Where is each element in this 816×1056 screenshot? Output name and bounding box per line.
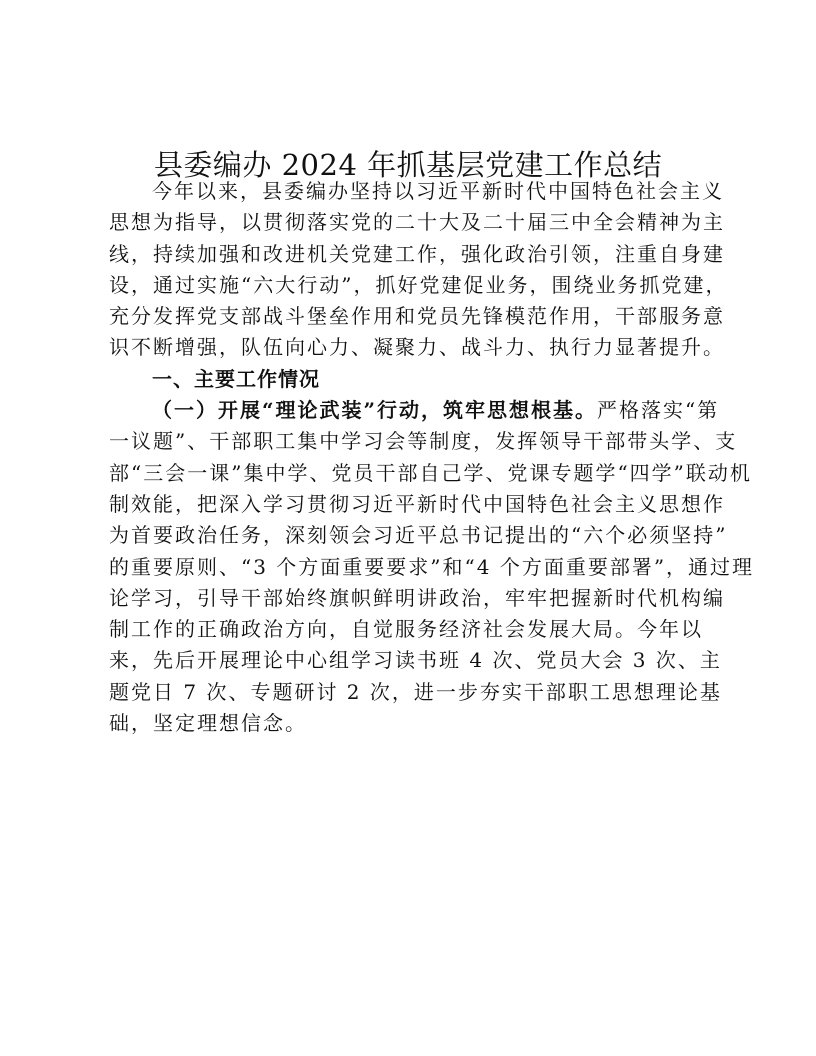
subsection-line: 制效能，把深入学习贯彻习近平新时代中国特色社会主义思想作 (109, 491, 725, 516)
section-heading: 一、主要工作情况 (152, 366, 320, 391)
intro-line: 线，持续加强和改进机关党建工作，强化政治引领，注重自身建 (109, 241, 725, 266)
subsection-first-line (109, 395, 720, 426)
document-body (109, 176, 755, 739)
subsection-line: 制工作的正确政治方向，自觉服务经济社会发展大局。今年以 (109, 617, 703, 642)
subsection-line: 题党日 7 次、专题研讨 2 次，进一步夯实干部职工思想理论基 (109, 679, 722, 704)
intro-line: 今年以来，县委编办坚持以习近平新时代中国特色社会主义 (152, 179, 724, 203)
document-title: 县委编办 2024 年抓基层党建工作总结 (153, 148, 663, 182)
subsection-line: 部“三会一课”集中学、党员干部自己学、党课专题学“四学”联动机 (109, 460, 752, 485)
subsection-line: 础，坚定理想信念。 (109, 711, 307, 736)
intro-line: 思想为指导，以贯彻落实党的二十大及二十届三中全会精神为主 (109, 210, 725, 235)
intro-line: 识不断增强，队伍向心力、凝聚力、战斗力、执行力显著提升。 (109, 335, 725, 360)
subsection-line: 的重要原则、“3 个方面重要要求”和“4 个方面重要部署”，通过理 (109, 554, 755, 579)
subsection-line: 为首要政治任务，深刻领会习近平总书记提出的“六个必须坚持” (109, 523, 728, 548)
intro-line: 充分发挥党支部战斗堡垒作用和党员先锋模范作用，干部服务意 (109, 304, 725, 329)
subsection-line: 来，先后开展理论中心组学习读书班 4 次、党员大会 3 次、主 (109, 648, 722, 673)
subsection-line: 一议题”、干部职工集中学习会等制度，发挥领导干部带头学、支 (109, 429, 738, 454)
subsection-line: 论学习，引导干部始终旗帜鲜明讲政治，牢牢把握新时代机构编 (109, 585, 725, 610)
subsection-first-line-rest: 严格落实“第 (597, 398, 720, 423)
intro-line: 设，通过实施“六大行动”，抓好党建促业务，围绕业务抓党建， (109, 272, 728, 297)
subsection-lead: （一）开展“理论武装”行动，筑牢思想根基。 (152, 398, 598, 423)
